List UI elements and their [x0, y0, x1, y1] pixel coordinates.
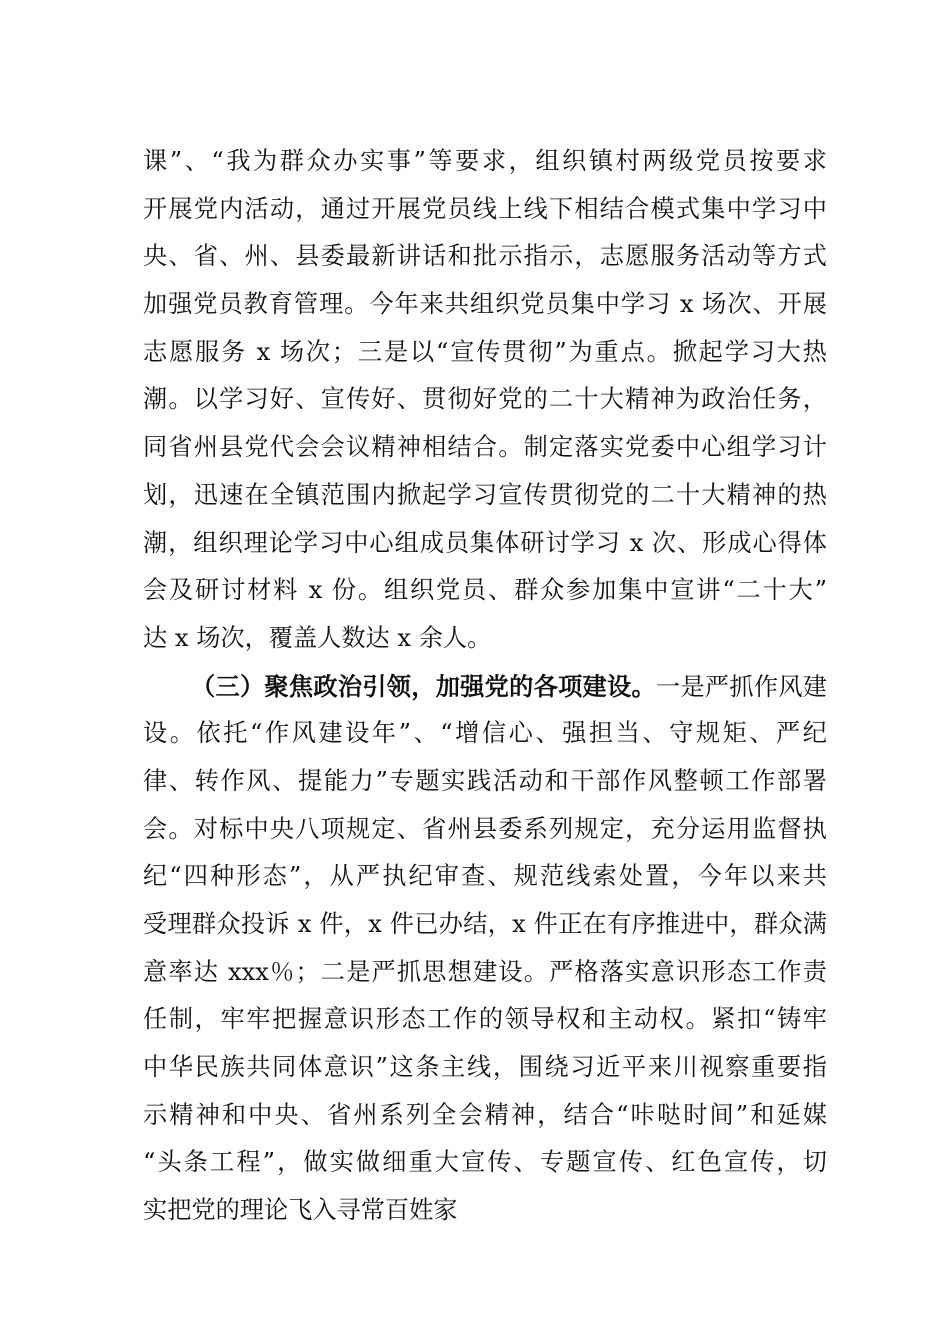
text-line: 志愿服务 x 场次；三是以“宣传贯彻”为重点。掀起学习大热 — [143, 337, 827, 366]
text-line: 同省州县党代会会议精神相结合。制定落实党委中心组学习计 — [143, 433, 827, 462]
text-line: 设。依托“作风建设年”、“增信心、强担当、守规矩、严纪 — [143, 719, 827, 748]
paragraph-2 — [143, 663, 827, 1235]
text-line: 课”、“我为群众办实事”等要求，组织镇村两级党员按要求 — [143, 147, 827, 175]
text-line: 央、省、州、县委最新讲话和批示指示，志愿服务活动等方式 — [143, 242, 827, 271]
document-body — [143, 138, 827, 1235]
text-fragment: 一是严抓作风建 — [655, 672, 827, 701]
text-line: 会及研讨材料 x 份。组织党员、群众参加集中宣讲“二十大” — [143, 576, 827, 605]
text-line: 任制，牢牢把握意识形态工作的领导权和主动权。紧扣“铸牢 — [143, 1005, 827, 1034]
text-line: 受理群众投诉 x 件，x 件已办结，x 件正在有序推进中，群众满 — [143, 910, 827, 938]
text-line: 划，迅速在全镇范围内掀起学习宣传贯彻党的二十大精神的热 — [143, 480, 827, 509]
text-line: 达 x 场次，覆盖人数达 x 余人。 — [143, 623, 492, 652]
paragraph-1 — [143, 138, 827, 663]
text-line: “头条工程”，做实做细重大宣传、专题宣传、红色宣传，切 — [143, 1148, 827, 1177]
section-heading-line — [143, 663, 827, 711]
text-line: 实把党的理论飞入寻常百姓家 — [143, 1196, 458, 1225]
text-line: 潮，组织理论学习中心组成员集体研讨学习 x 次、形成心得体 — [143, 528, 827, 557]
text-line: 律、转作风、提能力”专题实践活动和干部作风整顿工作部署 — [143, 766, 827, 795]
text-line: 开展党内活动，通过开展党员线上线下相结合模式集中学习中 — [143, 194, 827, 223]
text-line: 潮。以学习好、宣传好、贯彻好党的二十大精神为政治任务， — [143, 385, 827, 414]
section-heading: （三）聚焦政治引领，加强党的各项建设。 — [191, 671, 656, 701]
text-line: 意率达 xxx％；二是严抓思想建设。严格落实意识形态工作责 — [143, 957, 827, 986]
text-line: 加强党员教育管理。今年来共组织党员集中学习 x 场次、开展 — [143, 290, 827, 319]
text-line: 示精神和中央、省州系列全会精神，结合“咔哒时间”和延媒 — [143, 1100, 827, 1129]
text-line: 纪“四种形态”，从严执纪审查、规范线索处置，今年以来共 — [143, 862, 827, 891]
text-line: 中华民族共同体意识”这条主线，围绕习近平来川视察重要指 — [143, 1053, 827, 1082]
text-line: 会。对标中央八项规定、省州县委系列规定，充分运用监督执 — [143, 814, 827, 843]
